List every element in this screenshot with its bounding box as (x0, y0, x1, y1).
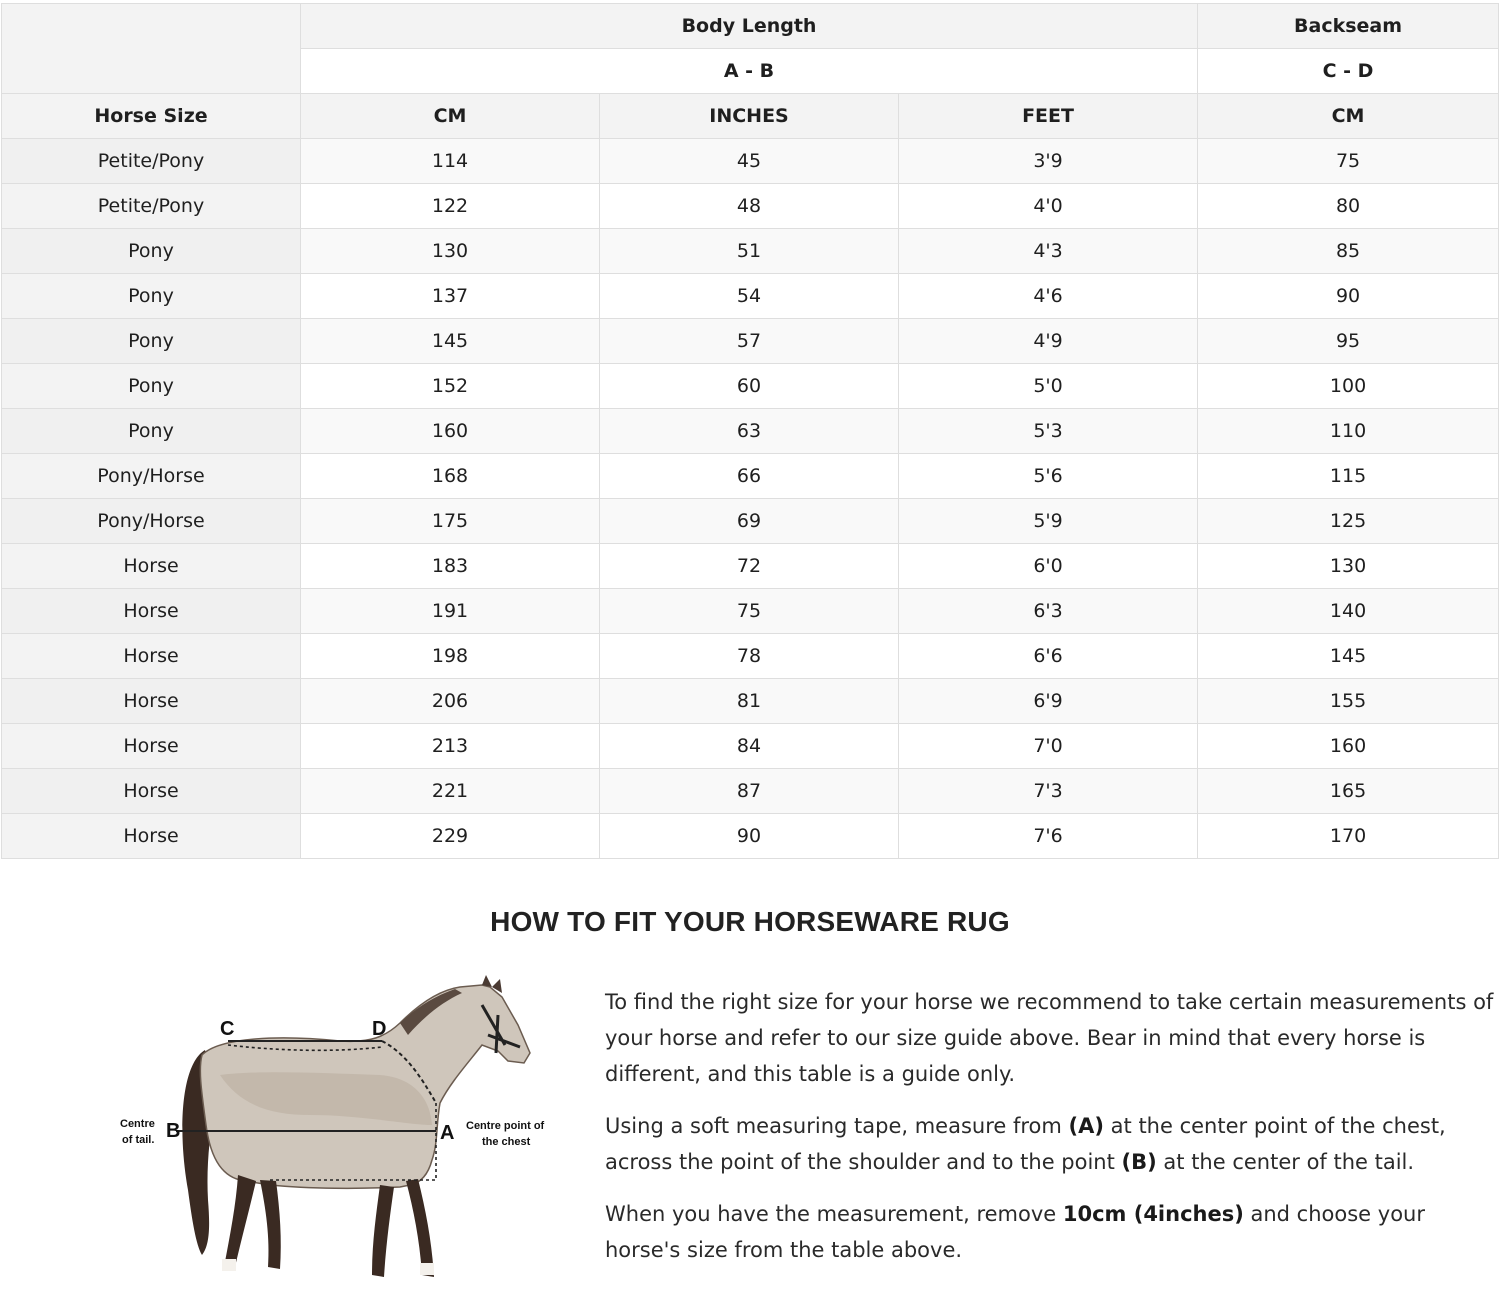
point-b-label: (B) (1121, 1150, 1157, 1174)
table-cell: 183 (301, 544, 600, 589)
table-cell: 45 (600, 139, 899, 184)
table-cell: 160 (1198, 724, 1499, 769)
table-cell: 72 (600, 544, 899, 589)
table-cell: 85 (1198, 229, 1499, 274)
table-row (2, 319, 1499, 364)
table-cell: 60 (600, 364, 899, 409)
p3-text-a: When you have the measurement, remove (605, 1202, 1063, 1226)
backseam-header: Backseam (1198, 4, 1499, 49)
table-row (2, 769, 1499, 814)
table-cell: 48 (600, 184, 899, 229)
table-cell: 95 (1198, 319, 1499, 364)
table-row (2, 544, 1499, 589)
group-header-row (2, 4, 1499, 49)
table-row (2, 679, 1499, 724)
body-length-header: Body Length (301, 4, 1198, 49)
table-cell: 90 (600, 814, 899, 859)
table-cell: 4'6 (899, 274, 1198, 319)
table-row (2, 454, 1499, 499)
table-cell: 5'6 (899, 454, 1198, 499)
col-header-cm: CM (301, 94, 600, 139)
table-cell: 168 (301, 454, 600, 499)
table-row (2, 499, 1499, 544)
tail-note-2: of tail. (122, 1134, 155, 1146)
table-cell: 165 (1198, 769, 1499, 814)
fit-section-title: HOW TO FIT YOUR HORSEWARE RUG (490, 906, 1010, 937)
table-cell: Horse (2, 679, 301, 724)
label-b: B (166, 1120, 181, 1142)
col-header-feet: FEET (899, 94, 1198, 139)
table-row (2, 634, 1499, 679)
size-chart-table (1, 3, 1499, 859)
table-cell: 81 (600, 679, 899, 724)
table-cell: 54 (600, 274, 899, 319)
table-row (2, 229, 1499, 274)
tail-note-1: Centre (120, 1118, 155, 1130)
table-cell: 191 (301, 589, 600, 634)
table-cell: 75 (600, 589, 899, 634)
table-cell: 4'3 (899, 229, 1198, 274)
table-cell: Pony (2, 319, 301, 364)
table-cell: Petite/Pony (2, 139, 301, 184)
table-cell: 110 (1198, 409, 1499, 454)
table-cell: 5'0 (899, 364, 1198, 409)
table-row (2, 724, 1499, 769)
table-cell: 3'9 (899, 139, 1198, 184)
table-cell: 115 (1198, 454, 1499, 499)
table-row (2, 274, 1499, 319)
table-cell: 87 (600, 769, 899, 814)
p2-text-d: at the center of the tail. (1156, 1150, 1415, 1174)
table-cell: 5'9 (899, 499, 1198, 544)
table-cell: 160 (301, 409, 600, 454)
table-cell: 221 (301, 769, 600, 814)
p2-text-c: at the center point of the chest, across the point of the shoulder and to the point (605, 1114, 1446, 1174)
table-cell: 152 (301, 364, 600, 409)
table-cell: 137 (301, 274, 600, 319)
table-row (2, 409, 1499, 454)
table-cell: 198 (301, 634, 600, 679)
table-cell: Horse (2, 589, 301, 634)
col-header-inches: INCHES (600, 94, 899, 139)
table-cell: 130 (301, 229, 600, 274)
table-row (2, 814, 1499, 859)
table-cell: 80 (1198, 184, 1499, 229)
label-c: C (220, 1018, 235, 1040)
table-cell: 90 (1198, 274, 1499, 319)
table-cell: 145 (301, 319, 600, 364)
table-cell: 4'0 (899, 184, 1198, 229)
chest-note-2: the chest (482, 1136, 531, 1148)
table-row (2, 589, 1499, 634)
point-a-label: (A) (1068, 1114, 1104, 1138)
table-cell: Pony/Horse (2, 454, 301, 499)
table-cell: 69 (600, 499, 899, 544)
label-a: A (440, 1122, 455, 1144)
col-header-horse-size: Horse Size (2, 94, 301, 139)
label-d: D (372, 1018, 387, 1040)
table-cell: 75 (1198, 139, 1499, 184)
backseam-range: C - D (1198, 49, 1499, 94)
corner-cell (2, 4, 301, 94)
table-cell: 125 (1198, 499, 1499, 544)
table-cell: 213 (301, 724, 600, 769)
table-cell: 6'9 (899, 679, 1198, 724)
table-cell: 7'3 (899, 769, 1198, 814)
table-cell: Horse (2, 634, 301, 679)
table-row (2, 364, 1499, 409)
table-cell: 175 (301, 499, 600, 544)
chest-note-1: Centre point of (466, 1120, 545, 1132)
table-cell: 6'3 (899, 589, 1198, 634)
p3-text-c: and choose your horse's size from the table above. (605, 1202, 1425, 1262)
table-cell: Horse (2, 544, 301, 589)
deduction-amount: 10cm (4inches) (1062, 1202, 1244, 1226)
table-cell: 66 (600, 454, 899, 499)
table-row (2, 184, 1499, 229)
table-cell: 78 (600, 634, 899, 679)
table-cell: Horse (2, 814, 301, 859)
table-cell: Horse (2, 724, 301, 769)
table-cell: Pony (2, 274, 301, 319)
table-cell: 206 (301, 679, 600, 724)
table-row (2, 139, 1499, 184)
table-cell: 84 (600, 724, 899, 769)
table-cell: 7'6 (899, 814, 1198, 859)
table-cell: 63 (600, 409, 899, 454)
horse-measurement-diagram (110, 975, 560, 1295)
p2-text-a: Using a soft measuring tape, measure from (605, 1114, 1069, 1138)
table-cell: 155 (1198, 679, 1499, 724)
table-cell: 114 (301, 139, 600, 184)
fit-instructions (605, 984, 1495, 1284)
table-cell: Horse (2, 769, 301, 814)
table-cell: 6'0 (899, 544, 1198, 589)
fit-paragraph-2 (605, 1108, 1495, 1180)
table-cell: Pony (2, 409, 301, 454)
table-cell: 7'0 (899, 724, 1198, 769)
table-cell: 6'6 (899, 634, 1198, 679)
table-cell: 4'9 (899, 319, 1198, 364)
fit-paragraph-3 (605, 1196, 1495, 1268)
table-cell: 170 (1198, 814, 1499, 859)
table-cell: 100 (1198, 364, 1499, 409)
table-cell: 229 (301, 814, 600, 859)
table-cell: Pony/Horse (2, 499, 301, 544)
table-cell: 122 (301, 184, 600, 229)
table-cell: 140 (1198, 589, 1499, 634)
table-cell: 145 (1198, 634, 1499, 679)
column-header-row (2, 94, 1499, 139)
fit-paragraph-1: To find the right size for your horse we recommend to take certain measurements of your horse and refer to our size guide above. Bear in mind that every horse is different, and this table is a guide only. (605, 990, 1494, 1086)
table-cell: Pony (2, 229, 301, 274)
table-cell: 57 (600, 319, 899, 364)
table-cell: 5'3 (899, 409, 1198, 454)
col-header-backseam-cm: CM (1198, 94, 1499, 139)
table-cell: Pony (2, 364, 301, 409)
table-cell: 51 (600, 229, 899, 274)
table-cell: Petite/Pony (2, 184, 301, 229)
table-cell: 130 (1198, 544, 1499, 589)
body-length-range: A - B (301, 49, 1198, 94)
